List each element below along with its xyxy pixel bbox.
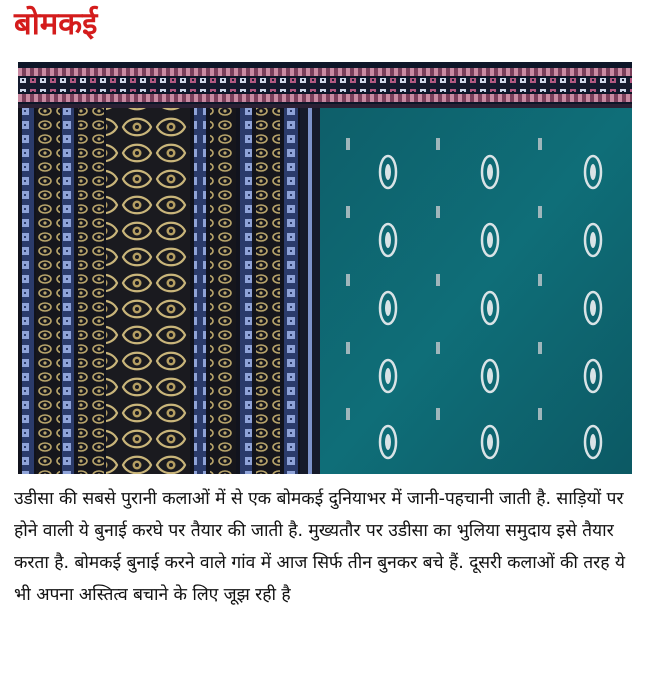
top-border-band: [18, 62, 632, 108]
motif-core: [385, 300, 391, 316]
motif-core: [487, 300, 493, 316]
motif-core: [385, 368, 391, 384]
motif-core: [590, 300, 596, 316]
motif-core: [590, 434, 596, 450]
motif-dot: [346, 408, 350, 420]
motif-core: [487, 232, 493, 248]
motif-dot: [346, 342, 350, 354]
motif-core: [487, 164, 493, 180]
motif-dot: [538, 206, 542, 218]
motif-dot: [346, 138, 350, 150]
teal-body-panel: [320, 108, 632, 474]
motif-dot: [346, 274, 350, 286]
motif-dot: [436, 342, 440, 354]
motif-dot: [436, 408, 440, 420]
motif-core: [487, 368, 493, 384]
motif-core: [385, 164, 391, 180]
motif-core: [487, 434, 493, 450]
motif-core: [385, 232, 391, 248]
motif-dot: [436, 206, 440, 218]
motif-dot: [538, 138, 542, 150]
motif-dot: [436, 274, 440, 286]
motif-core: [590, 232, 596, 248]
motif-dot: [538, 342, 542, 354]
motif-dot: [346, 206, 350, 218]
article-body: उडीसा की सबसे पुरानी कलाओं में से एक बोमकई दुनियाभर में जानी-पहचानी जाती है. साड़ियों पर होने वाली ये बुनाई करघे पर तैयार की जाती है. मुख्यतौर पर उडीसा का भुलिया समुदाय इसे तैयार करता है. बोमकई बुनाई करने वाले गांव में आज सिर्फ तीन बुनकर बचे हैं. दूसरी कलाओं की तरह ये भी अपना अस्तित्व बचाने के लिए जूझ रही है: [14, 489, 625, 605]
motif-core: [590, 368, 596, 384]
motif-core: [590, 164, 596, 180]
motif-dot: [538, 274, 542, 286]
motif-core: [385, 434, 391, 450]
motif-dot: [436, 138, 440, 150]
left-border-panel: [18, 108, 320, 474]
page-title: बोमकई: [14, 6, 98, 42]
saree-fabric-photo: [18, 62, 632, 474]
motif-dot: [538, 408, 542, 420]
